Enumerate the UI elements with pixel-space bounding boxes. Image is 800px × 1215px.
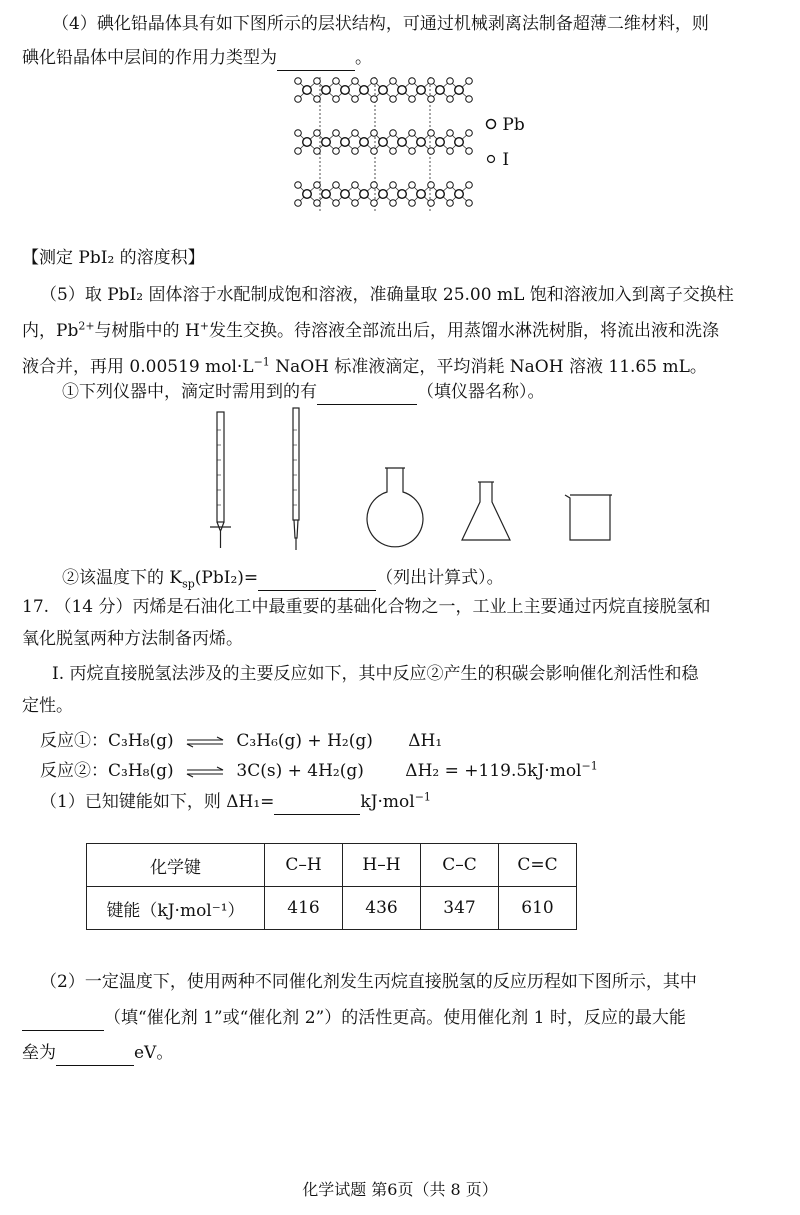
pb-atom xyxy=(322,86,331,95)
erlenmeyer-flask-icon xyxy=(462,482,510,540)
equilibrium-arrow-icon xyxy=(185,766,225,778)
i-atom xyxy=(466,200,473,207)
i-atom xyxy=(409,148,416,155)
q5-line1: （5）取 PbI₂ 固体溶于水配制成饱和溶液，准确量取 25.00 mL 饱和溶液加入到离子交换柱 xyxy=(40,285,734,305)
pb-atom xyxy=(436,138,445,147)
i-atom xyxy=(333,96,340,103)
table-cell: 436 xyxy=(343,887,421,930)
table-header-cell: 化学键 xyxy=(87,844,265,887)
q5-sub1-b: （填仪器名称）。 xyxy=(417,382,545,402)
i-atom xyxy=(314,96,321,103)
reaction-2-reactant: 反应②：C₃H₈(g) xyxy=(40,761,174,781)
i-atom xyxy=(314,200,321,207)
i-atom xyxy=(333,182,340,189)
i-atom xyxy=(428,200,435,207)
reaction-1-dh: ΔH₁ xyxy=(408,731,443,751)
q5-line2-a: 内，Pb xyxy=(22,321,79,341)
i-atom xyxy=(295,130,302,137)
i-atom xyxy=(314,182,321,189)
pb-atom xyxy=(303,190,312,199)
q17-sub1-b: kJ·mol xyxy=(360,792,415,812)
i-atom xyxy=(333,200,340,207)
pb-atom xyxy=(436,86,445,95)
q5-line2-b: 与树脂中的 H xyxy=(94,321,200,341)
i-atom xyxy=(295,200,302,207)
i-atom xyxy=(428,130,435,137)
table-row xyxy=(87,887,577,930)
pb-atom xyxy=(398,138,407,147)
answer-blank-q4[interactable] xyxy=(277,46,355,71)
pb-atom xyxy=(398,86,407,95)
legend-i-label: I xyxy=(502,150,510,170)
pb-atom xyxy=(360,138,369,147)
reaction-1 xyxy=(40,729,442,753)
i-atom xyxy=(428,78,435,85)
page-footer: 化学试题 第6页（共 8 页） xyxy=(302,1180,498,1199)
i-atom xyxy=(447,130,454,137)
equilibrium-arrow-icon xyxy=(185,736,225,748)
i-atom xyxy=(333,78,340,85)
pb-atom xyxy=(398,190,407,199)
q5-sub2-sub: sp xyxy=(182,577,195,591)
i-atom xyxy=(314,130,321,137)
q17-line1: 17. （14 分）丙烯是石油化工中最重要的基础化合物之一，工业上主要通过丙烷直接脱氢和 xyxy=(22,597,711,617)
q5-line2-c: 发生交换。待溶液全部流出后，用蒸馏水淋洗树脂，将流出液和洗涤 xyxy=(209,321,719,341)
table-header-row xyxy=(87,844,577,887)
i-atom xyxy=(352,78,359,85)
q5-line2-sup1: 2+ xyxy=(78,319,95,333)
reaction-2-products: 3C(s) + 4H₂(g) xyxy=(236,761,364,781)
i-atom xyxy=(352,200,359,207)
q5-sub2-a: ②该温度下的 K xyxy=(62,568,183,588)
i-atom xyxy=(390,182,397,189)
i-atom xyxy=(447,182,454,189)
table-row-label: 键能（kJ·mol⁻¹） xyxy=(87,887,265,930)
i-atom xyxy=(428,182,435,189)
i-atom xyxy=(314,78,321,85)
pb-atom xyxy=(341,190,350,199)
i-atom xyxy=(371,130,378,137)
bond-energy-table xyxy=(86,843,577,930)
q4-line2 xyxy=(22,46,372,71)
i-atom xyxy=(295,182,302,189)
i-atom xyxy=(466,130,473,137)
q5-sub2-b: (PbI₂)= xyxy=(194,568,259,588)
i-atom xyxy=(466,96,473,103)
pb-atom xyxy=(436,190,445,199)
pb-atom xyxy=(417,86,426,95)
q5-sub1-a: ①下列仪器中，滴定时需用到的有 xyxy=(62,382,317,402)
q5-line2-sup2: + xyxy=(199,319,209,333)
legend-i xyxy=(485,150,509,170)
table-cell: 347 xyxy=(421,887,499,930)
i-atom xyxy=(466,182,473,189)
q17-line2: 氧化脱氢两种方法制备丙烯。 xyxy=(22,629,243,649)
i-atom xyxy=(295,78,302,85)
acid-burette-icon xyxy=(210,412,231,548)
i-atom xyxy=(390,130,397,137)
q17-part1-line2: 定性。 xyxy=(22,696,73,716)
reaction-1-products: C₃H₆(g) + H₂(g) xyxy=(236,731,373,751)
q5-line3 xyxy=(22,355,707,379)
i-atom xyxy=(352,96,359,103)
reaction-2 xyxy=(40,759,598,783)
pbi2-layered-structure-figure xyxy=(290,72,490,222)
i-atom xyxy=(333,130,340,137)
q5-line3-b: NaOH 标准液滴定，平均消耗 NaOH 溶液 11.65 mL。 xyxy=(269,357,707,377)
i-atom xyxy=(295,96,302,103)
i-atom xyxy=(447,148,454,155)
apparatus-figure xyxy=(200,400,660,560)
i-atom xyxy=(390,148,397,155)
i-atom xyxy=(314,148,321,155)
i-atom xyxy=(371,96,378,103)
i-atom xyxy=(409,182,416,189)
answer-blank-q5-2[interactable] xyxy=(258,566,376,591)
pb-atom xyxy=(455,86,464,95)
pb-atom xyxy=(379,138,388,147)
q17-sub2-line3-a: 垒为 xyxy=(22,1043,56,1063)
pb-atom xyxy=(455,190,464,199)
reaction-2-dh-sup: −1 xyxy=(581,759,598,773)
table-cell: 416 xyxy=(265,887,343,930)
q17-sub2-line1: （2）一定温度下，使用两种不同催化剂发生丙烷直接脱氢的反应历程如下图所示，其中 xyxy=(40,972,697,992)
pb-atom xyxy=(360,190,369,199)
beaker-icon xyxy=(565,495,612,540)
answer-blank-q17-3[interactable] xyxy=(56,1041,134,1066)
pb-atom xyxy=(379,190,388,199)
pb-atom xyxy=(341,86,350,95)
q5-sub2-c: （列出计算式）。 xyxy=(376,568,504,588)
pb-atom-icon xyxy=(485,118,497,130)
i-atom xyxy=(428,148,435,155)
i-atom xyxy=(447,78,454,85)
i-atom xyxy=(447,200,454,207)
legend-pb xyxy=(485,115,525,135)
q4-line1: （4）碘化铅晶体具有如下图所示的层状结构，可通过机械剥离法制备超薄二维材料，则 xyxy=(52,14,709,34)
answer-blank-q17-1[interactable] xyxy=(274,790,360,815)
pb-atom xyxy=(303,138,312,147)
reaction-1-reactant: 反应①：C₃H₈(g) xyxy=(40,731,174,751)
q17-sub1-sup: −1 xyxy=(414,790,431,804)
i-atom xyxy=(466,148,473,155)
q5-line2 xyxy=(22,319,719,343)
q17-sub1-a: （1）已知键能如下，则 ΔH₁= xyxy=(40,792,275,812)
i-atom xyxy=(295,148,302,155)
i-atom xyxy=(371,182,378,189)
i-atom xyxy=(409,130,416,137)
table-header-cell: C–H xyxy=(265,844,343,887)
pb-atom xyxy=(379,86,388,95)
round-bottom-flask-icon xyxy=(367,468,423,547)
i-atom xyxy=(390,200,397,207)
i-atom xyxy=(390,78,397,85)
pb-atom xyxy=(303,86,312,95)
i-atom xyxy=(371,200,378,207)
reaction-2-dh xyxy=(405,761,597,781)
pb-atom xyxy=(322,190,331,199)
q17-sub2-line2 xyxy=(22,1006,686,1031)
q17-part1-line1: I. 丙烷直接脱氢法涉及的主要反应如下，其中反应②产生的积碳会影响催化剂活性和稳 xyxy=(52,664,699,684)
pb-atom xyxy=(322,138,331,147)
table-header-cell: H–H xyxy=(343,844,421,887)
pb-atom xyxy=(360,86,369,95)
i-atom xyxy=(466,78,473,85)
pb-atom xyxy=(417,190,426,199)
q17-sub2-line3-b: eV。 xyxy=(134,1043,174,1063)
q5-line3-sup: −1 xyxy=(253,355,270,369)
i-atom xyxy=(447,96,454,103)
i-atom xyxy=(352,182,359,189)
q5-sub2 xyxy=(62,566,504,591)
i-atom xyxy=(409,200,416,207)
q17-sub1 xyxy=(40,790,431,815)
i-atom xyxy=(371,148,378,155)
i-atom xyxy=(409,96,416,103)
pb-atom xyxy=(417,138,426,147)
answer-blank-q17-2[interactable] xyxy=(22,1006,104,1031)
table-header-cell: C=C xyxy=(499,844,577,887)
i-atom xyxy=(333,148,340,155)
legend-pb-label: Pb xyxy=(502,115,525,135)
i-atom xyxy=(390,96,397,103)
table-header-cell: C–C xyxy=(421,844,499,887)
i-atom xyxy=(352,148,359,155)
q4-line2-end: 。 xyxy=(355,48,372,68)
table-cell: 610 xyxy=(499,887,577,930)
q4-line2-text: 碘化铅晶体中层间的作用力类型为 xyxy=(22,48,277,68)
i-atom xyxy=(409,78,416,85)
pb-atom xyxy=(341,138,350,147)
i-atom xyxy=(428,96,435,103)
base-burette-icon xyxy=(293,408,299,550)
pb-atom xyxy=(455,138,464,147)
q17-sub2-line2-b: （填“催化剂 1”或“催化剂 2”）的活性更高。使用催化剂 1 时，反应的最大能 xyxy=(104,1008,686,1028)
reaction-2-dh-text: ΔH₂ = +119.5kJ·mol xyxy=(405,761,582,781)
i-atom xyxy=(371,78,378,85)
i-atom xyxy=(352,130,359,137)
q17-sub2-line3 xyxy=(22,1041,173,1066)
q5-line3-a: 液合并，再用 0.00519 mol·L xyxy=(22,357,254,377)
i-atom-icon xyxy=(485,153,497,165)
section-title: 【测定 PbI₂ 的溶度积】 xyxy=(22,248,205,268)
